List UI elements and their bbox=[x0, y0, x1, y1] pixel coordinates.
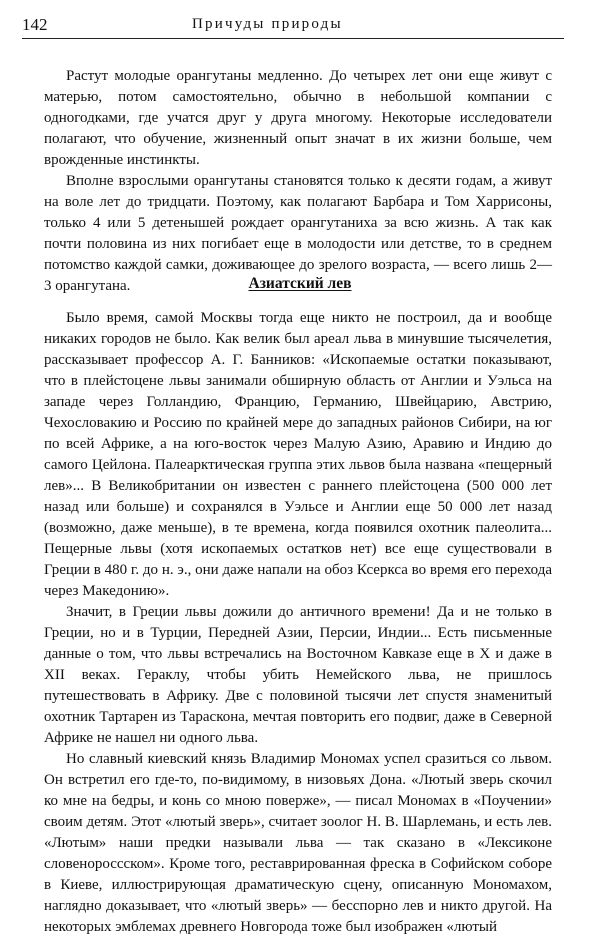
paragraph: Но славный киевский князь Владимир Мономах успел сразиться со львом. Он встретил его где-то, по-видимому, в низовьях Дона. «Лютый зверь скочил ко мне на бедры, и конь со мною поверже», — писал Мономах в «Поучении» своим детям. Этот «лютый зверь», считает зоолог Н. В. Шарлемань, и есть лев. «Лютым» наши предки называли льва — так сказано в «Лексиконе словенороссском». Кроме того, реставрированная фреска в Софийском соборе в Киеве, иллюстрирующая драматическую сцену, описанную Мономахом, наглядно доказывает, что «лютый зверь» — бесспорно лев и никто другой. На некоторых эмблемах древнего Новгорода тоже был изображен «лютый bbox=[44, 751, 552, 935]
paragraph: Вполне взрослыми орангутаны становятся только к десяти годам, а живут на воле лет до тридцати. Поэтому, как полагают Барбара и Том Харрисоны, только 4 или 5 детенышей рождает орангутаниха за всю жизнь. А так как почти половина из них погибает еще в молодости или детстве, то в среднем потомство каждой самки, доживающее до зрелого возраста, — всего лишь 2—3 орангутана. bbox=[44, 173, 552, 294]
intro-text-block bbox=[44, 66, 552, 297]
paragraph: Растут молодые орангутаны медленно. До четырех лет они еще живут с матерью, потом самостоятельно, обычно в небольшой компании с одногодками, где учатся друг у друга многому. Некоторые исследователи полагают, что обучение, жизненный опыт значат в их жизни больше, чем врожденные инстинкты. bbox=[44, 68, 552, 168]
paragraph: Значит, в Греции львы дожили до античного времени! Да и не только в Греции, но и в Турции, Передней Азии, Персии, Индии... Есть письменные данные о том, что львы встречались на Восточном Кавказе еще в X и даже в XII веках. Гераклу, чтобы убить Немейского льва, не пришлось путешествовать в Африку. Две с половиной тысячи лет спустя знаменитый охотник Тартарен из Тараскона, мечтая повторить его подвиг, даже в Северной Африке не нашел ни одного льва. bbox=[44, 604, 552, 746]
running-header bbox=[22, 12, 564, 39]
section-text-block bbox=[44, 308, 552, 938]
running-title: Причуды природы bbox=[192, 16, 343, 32]
page-number: 142 bbox=[22, 15, 48, 34]
section-title: Азиатский лев bbox=[248, 275, 352, 292]
paragraph: Было время, самой Москвы тогда еще никто не построил, да и вообще никаких городов не было. Как велик был ареал льва в минувшие тысячелетия, рассказывает профессор А. Г. Банников: «Ископаемые остатки показывают, что в плейстоцене львы занимали обширную область от Англии и Уэльса на западе через Голландию, Францию, Германию, Швейцарию, Австрию, Чехословакию и Россию по крайней мере до западных районов Сибири, на юг по всей Африке, а на юго-восток через Малую Азию, Аравию и Индию до самого Цейлона. Палеарктическая группа этих львов была названа «пещерный лев»... В Великобритании он известен с раннего плейстоцена (500 000 лет назад или больше) и сохранялся в Уэльсе и Англии еще 50 000 лет назад (возможно, даже меньше), в те времена, когда появился охотник палеолита... Пещерные львы (хотя ископаемых остатков нет) все еще существовали в Греции в 480 г. до н. э., они даже напали на обоз Ксеркса во время его перехода через Македонию». bbox=[44, 310, 552, 599]
